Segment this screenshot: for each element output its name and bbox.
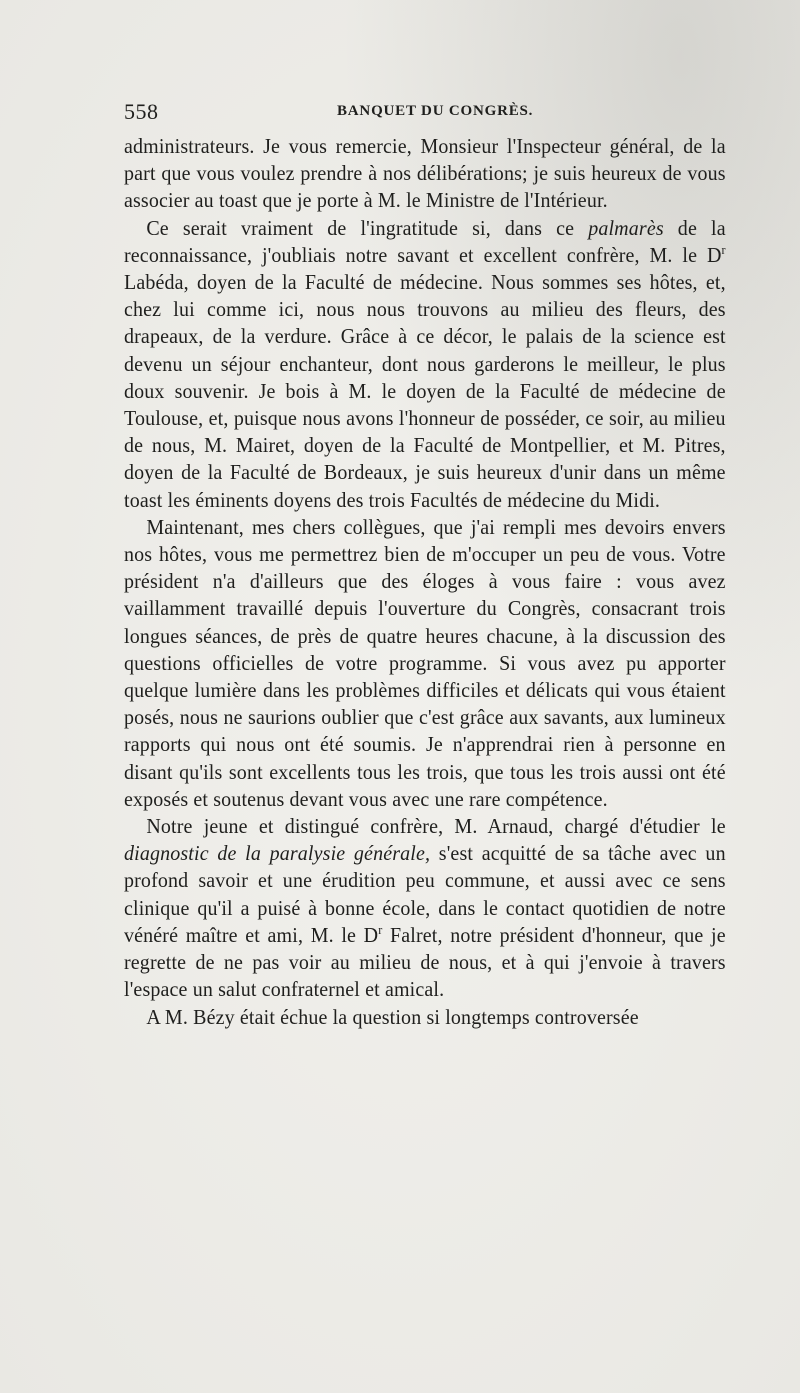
paragraph-5: A M. Bézy était échue la question si longtemps controversée: [146, 1004, 639, 1029]
running-head: [124, 99, 724, 125]
running-title: BANQUET DU CONGRÈS.: [337, 103, 534, 119]
paragraph-3: Maintenant, mes chers collègues, que j'ai rempli mes devoirs envers nos hôtes, vous me permettrez bien de m'occuper un peu de vous. Votre président n'a d'ailleurs que des éloges à vous faire : vous avez vaillamment travaillé depuis l'ouverture du Congrès, consacrant trois longues séances, de près de quatre heures chacune, à la discussion des questions officielles de votre programme. Si vous avez pu apporter quelque lumière dans les problèmes difficiles et délicats qui vous étaient posés, nous ne saurions oublier que c'est grâce aux savants, aux lumineux rapports qui nous ont été soumis. Je n'apprendrai rien à personne en disant qu'ils sont excellents tous les trois, que tous les trois aussi ont été exposés et soutenus devant vous avec une rare compétence.: [124, 514, 726, 811]
italic-term: diagnostic de la paralysie générale,: [124, 841, 431, 866]
superscript: r: [378, 921, 383, 937]
page-number: 558: [124, 99, 159, 124]
italic-term: palmarès: [588, 215, 664, 240]
paragraph-4: Notre jeune et distingué confrère, M. Arnaud, chargé d'étudier le diagnostic de la paralysie générale, s'est acquitté de sa tâche avec un profond savoir et une érudition peu commune, et aussi avec ce sens clinique qu'il a puisé à bonne école, dans le contact quotidien de notre vénéré maître et ami, M. le $D^r$ Falret, notre président d'honneur, que je regrette de ne pas voir au milieu de nous, et à qui j'envoie à travers l'espace un salut confraternel et amical.: [124, 814, 726, 1002]
paragraph-1: administrateurs. Je vous remercie, Monsieur l'Inspecteur général, de la part que vous voulez prendre à nos délibérations; je suis heureux de vous associer au toast que je porte à M. le Ministre de l'Intérieur.: [124, 134, 726, 213]
paragraph-2: Ce serait vraiment de l'ingratitude si, dans ce palmarès de la reconnaissance, j'oubliais notre savant et excellent confrère, M. le $D^r$ Labéda, doyen de la Faculté de médecine. Nous sommes ses hôtes, et, chez lui comme ici, nous nous trouvons au milieu des fleurs, des drapeaux, de la verdure. Grâce à ce décor, le palais de la science est devenu un séjour enchanteur, dont nous garderons le meilleur, le plus doux souvenir. Je bois à M. le doyen de la Faculté de médecine de Toulouse, et, puisque nous avons l'honneur de posséder, ce soir, au milieu de nous, M. Mairet, doyen de la Faculté de Montpellier, et M. Pitres, doyen de la Faculté de Bordeaux, je suis heureux d'unir dans un même toast les éminents doyens des trois Facultés de médecine du Midi.: [124, 215, 726, 512]
superscript: r: [721, 241, 726, 257]
body-text: [124, 133, 726, 1031]
